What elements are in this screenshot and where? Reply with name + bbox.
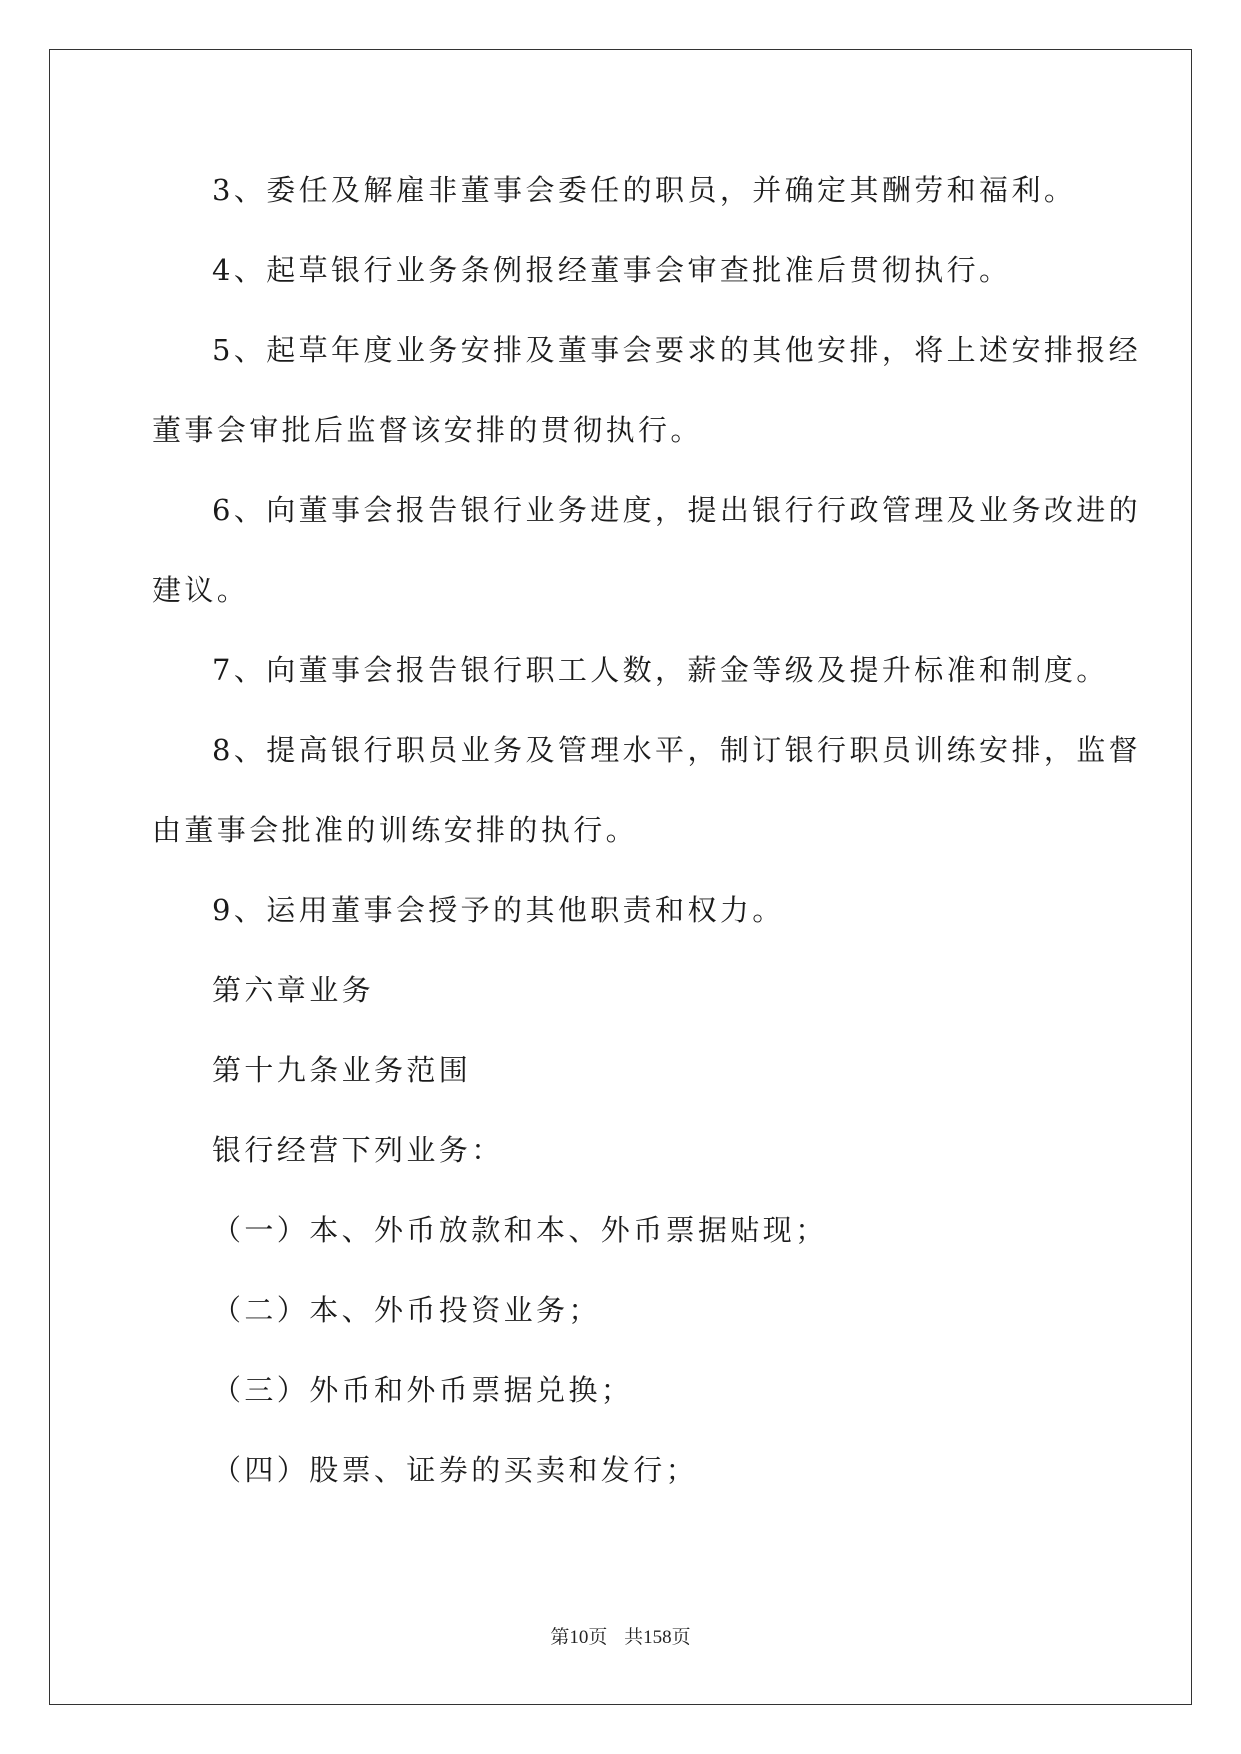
paragraph-item-5: 5、起草年度业务安排及董事会要求的其他安排，将上述安排报经: [212, 333, 1142, 367]
paragraph-item-3: 3、委任及解雇非董事会委任的职员，并确定其酬劳和福利。: [212, 173, 1077, 207]
business-item-3: （三）外币和外币票据兑换；: [212, 1373, 634, 1407]
paragraph-item-7: 7、向董事会报告银行职工人数，薪金等级及提升标准和制度。: [212, 653, 1109, 687]
paragraph-item-5-cont: 董事会审批后监督该安排的贯彻执行。: [152, 413, 703, 447]
business-intro: 银行经营下列业务：: [212, 1133, 504, 1167]
paragraph-item-9: 9、运用董事会授予的其他职责和权力。: [212, 893, 785, 927]
article-heading: 第十九条业务范围: [212, 1053, 472, 1087]
paragraph-item-4: 4、起草银行业务条例报经董事会审查批准后贯彻执行。: [212, 253, 1012, 287]
page-total: 共158页: [624, 1627, 691, 1648]
paragraph-item-6-cont: 建议。: [152, 573, 250, 607]
paragraph-item-8: 8、提高银行职员业务及管理水平，制订银行职员训练安排，监督: [212, 733, 1142, 767]
business-item-4: （四）股票、证券的买卖和发行；: [212, 1453, 699, 1487]
business-item-1: （一）本、外币放款和本、外币票据贴现；: [212, 1213, 828, 1247]
business-item-2: （二）本、外币投资业务；: [212, 1293, 601, 1327]
page-number: 第10页: [550, 1627, 608, 1648]
paragraph-item-6: 6、向董事会报告银行业务进度，提出银行行政管理及业务改进的: [212, 493, 1142, 527]
paragraph-item-8-cont: 由董事会批准的训练安排的执行。: [152, 813, 639, 847]
chapter-heading: 第六章业务: [212, 973, 375, 1007]
page-footer: [0, 1622, 1241, 1649]
